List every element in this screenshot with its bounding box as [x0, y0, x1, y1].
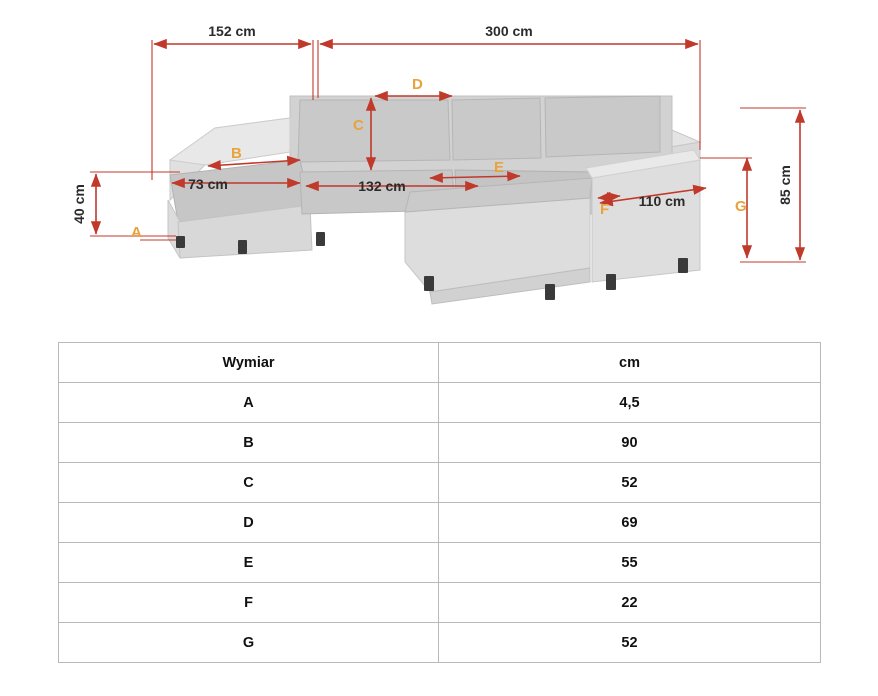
letter-marker-B: B	[231, 145, 242, 162]
table-row	[59, 583, 821, 623]
table-cell-label-a: A	[59, 383, 439, 423]
table-cell-value-g: 52	[439, 623, 821, 663]
dim-label-40: 40 cm	[71, 184, 87, 224]
table-row	[59, 423, 821, 463]
table-row	[59, 503, 821, 543]
dimensions-table	[58, 342, 821, 663]
table-cell-value-c: 52	[439, 463, 821, 503]
dim-label-85: 85 cm	[777, 165, 793, 205]
sofa-dimension-diagram	[0, 0, 878, 330]
table-cell-value-f: 22	[439, 583, 821, 623]
table-row	[59, 543, 821, 583]
letter-marker-E: E	[494, 159, 505, 176]
table-cell-value-e: 55	[439, 543, 821, 583]
dim-label-132: 132 cm	[358, 178, 406, 194]
table-header-wymiar: Wymiar	[59, 343, 439, 383]
table-cell-label-b: B	[59, 423, 439, 463]
table-row	[59, 463, 821, 503]
letter-marker-A: A	[131, 224, 142, 241]
table-header-row	[59, 343, 821, 383]
dim-label-152: 152 cm	[208, 23, 256, 39]
table-cell-label-d: D	[59, 503, 439, 543]
table-cell-label-f: F	[59, 583, 439, 623]
letter-marker-F: F	[600, 201, 610, 218]
dim-label-300: 300 cm	[485, 23, 533, 39]
table-cell-label-g: G	[59, 623, 439, 663]
table-cell-label-e: E	[59, 543, 439, 583]
dim-label-73: 73 cm	[188, 176, 228, 192]
table-row	[59, 383, 821, 423]
letter-marker-C: C	[353, 117, 364, 134]
table-cell-value-b: 90	[439, 423, 821, 463]
table-cell-label-c: C	[59, 463, 439, 503]
dim-label-110: 110 cm	[638, 193, 686, 209]
letter-marker-D: D	[412, 76, 423, 93]
table-cell-value-d: 69	[439, 503, 821, 543]
table-header-cm: cm	[439, 343, 821, 383]
letter-marker-G: G	[735, 198, 747, 215]
dimensions-table-wrapper	[58, 342, 820, 663]
table-row	[59, 623, 821, 663]
table-cell-value-a: 4,5	[439, 383, 821, 423]
